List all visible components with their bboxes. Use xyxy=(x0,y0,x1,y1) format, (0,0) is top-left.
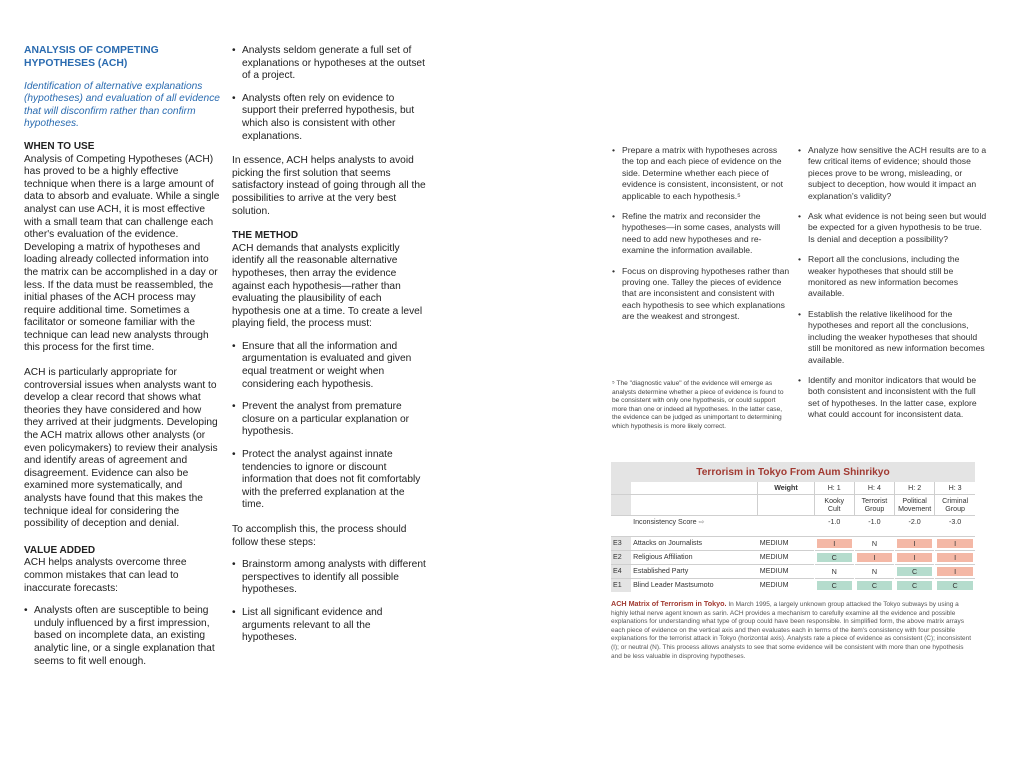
rating-value: C xyxy=(857,581,892,590)
rating-cell xyxy=(935,550,975,564)
rating-cell xyxy=(935,564,975,578)
rating-cell xyxy=(854,578,894,592)
method-paragraph: ACH demands that analysts explicitly identify all the reasonable alternative hypotheses, then array the evidence against each hypothesis—rather than evaluating the plausibility of each hypothesis one at a time. To create a level playing field, the process must: xyxy=(232,242,423,330)
when-to-use-paragraph-1: Analysis of Competing Hypotheses (ACH) has proved to be a highly effective technique when there is a large amount of data to absorb and evaluate. While a single analyst can use ACH, it is most effective with a small team that can challenge each other's evaluation of the evidence. Developing a matrix of hypotheses and loading already collected information into the matrix can be accomplished in a day or less. If the data must be reassembled, the initial phases of the ACH process may require additional time. Sometimes a facilitator or someone familiar with the technique can lead new analysts through this process for the first time. xyxy=(24,153,220,354)
rating-value: C xyxy=(897,581,932,590)
rating-cell xyxy=(814,550,854,564)
mistakes-list-continued xyxy=(232,45,428,143)
hypothesis-id-row xyxy=(611,482,975,495)
rating-cell xyxy=(895,550,935,564)
rating-value: I xyxy=(817,539,852,548)
column-4 xyxy=(798,145,988,421)
evidence-weight: MEDIUM xyxy=(758,536,814,550)
inconsistency-score-row xyxy=(611,516,975,529)
hypothesis-id: H: 3 xyxy=(935,482,975,495)
evidence-label: Religious Affiliation xyxy=(631,550,758,564)
inconsistency-score-label: Inconsistency Score ⇨ xyxy=(633,518,705,526)
hypothesis-name: Political Movement xyxy=(895,495,935,516)
matrix-title: Terrorism in Tokyo From Aum Shinrikyo xyxy=(611,462,975,482)
essence-paragraph: In essence, ACH helps analysts to avoid picking the first solution that seems satisfactory instead of going through all the possibilities to arrive at the very best solution. xyxy=(232,155,426,217)
inconsistency-score: -1.0 xyxy=(814,516,854,529)
caption-title: ACH Matrix of Terrorism in Tokyo. xyxy=(611,599,727,608)
rating-value: N xyxy=(817,567,852,576)
rating-value: I xyxy=(937,553,973,562)
rating-value: N xyxy=(857,539,892,548)
list-item: • Brainstorm among analysts with different perspectives to identify all possible hypotheses. xyxy=(232,559,428,597)
list-item: • Ask what evidence is not being seen but would be expected for a given hypothesis to be true. Is denial and deception a possibility? xyxy=(798,211,988,245)
rating-cell xyxy=(814,536,854,550)
process-requirements-list xyxy=(232,341,428,512)
evidence-code: E2 xyxy=(611,550,631,564)
rating-cell xyxy=(895,578,935,592)
matrix-caption xyxy=(611,600,975,661)
rating-value: C xyxy=(817,581,852,590)
evidence-weight: MEDIUM xyxy=(758,578,814,592)
evidence-label: Attacks on Journalists xyxy=(631,536,758,550)
ach-matrix xyxy=(611,462,975,592)
rating-value: I xyxy=(897,539,932,548)
hypothesis-id: H: 4 xyxy=(854,482,894,495)
evidence-row xyxy=(611,564,975,578)
steps-list-continued-2 xyxy=(798,145,988,421)
hypothesis-id: H: 2 xyxy=(895,482,935,495)
hypothesis-name-row xyxy=(611,495,975,516)
evidence-row xyxy=(611,578,975,592)
hypothesis-name: Criminal Group xyxy=(935,495,975,516)
list-item: • Analysts seldom generate a full set of explanations or hypotheses at the outset of a project. xyxy=(232,45,428,83)
hypothesis-name: Terrorist Group xyxy=(854,495,894,516)
weight-header: Weight xyxy=(758,482,814,495)
mistakes-list xyxy=(24,605,222,668)
rating-value: I xyxy=(937,539,973,548)
caption-text: In March 1995, a largely unknown group attacked the Tokyo subways by using a highly lethal nerve agent known as sarin. ACH provides a mechanism to carefully examine all the evidence and possible explanations for understanding what type of group could have been responsible. In simplified form, the above matrix arrays each piece of evidence on the vertical axis and then evaluates each in terms of the item's consistency with four possible explanations for the terrorist attack in Tokyo (horizontal axis). Analysts rate a piece of evidence as consistent (C); inconsistent (I); or neutral (N). This process allows analysts to see that some evidence will be consistent with more than one hypothesis and be less valuable in disproving hypotheses. xyxy=(611,601,972,660)
evidence-code: E1 xyxy=(611,578,631,592)
rating-cell xyxy=(854,564,894,578)
evidence-code: E4 xyxy=(611,564,631,578)
column-2 xyxy=(232,45,428,645)
list-item: • Ensure that all the information and argumentation is evaluated and given equal treatment or weight when considering each hypothesis. xyxy=(232,341,428,391)
rating-value: C xyxy=(817,553,852,562)
evidence-weight: MEDIUM xyxy=(758,550,814,564)
rating-cell xyxy=(854,550,894,564)
evidence-row xyxy=(611,536,975,550)
rating-value: I xyxy=(897,553,932,562)
rating-cell xyxy=(895,564,935,578)
evidence-row xyxy=(611,550,975,564)
rating-value: N xyxy=(857,567,892,576)
arrow-right-icon: ⇨ xyxy=(698,519,705,526)
list-item: • Refine the matrix and reconsider the hypotheses—in some cases, analysts will need to add new hypotheses and re-examine the information available. xyxy=(612,211,790,257)
rating-value: C xyxy=(897,567,932,576)
page-title: ANALYSIS OF COMPETING HYPOTHESES (ACH) xyxy=(24,45,159,69)
list-item: • List all significant evidence and arguments relevant to all the hypotheses. xyxy=(232,607,428,645)
steps-list-continued xyxy=(612,145,790,323)
list-item: • Prevent the analyst from premature closure on a particular explanation or hypothesis. xyxy=(232,401,428,439)
inconsistency-score: -3.0 xyxy=(935,516,975,529)
matrix-table xyxy=(611,482,975,592)
steps-intro: To accomplish this, the process should follow these steps: xyxy=(232,524,407,548)
list-item: • Protect the analyst against innate tendencies to ignore or discount information that does not fit comfortably with the preferred explanation at the time. xyxy=(232,449,428,512)
evidence-label: Established Party xyxy=(631,564,758,578)
evidence-weight: MEDIUM xyxy=(758,564,814,578)
inconsistency-score: -2.0 xyxy=(895,516,935,529)
list-item: • Establish the relative likelihood for the hypotheses and report all the conclusions, including the weaker hypotheses that should still be monitored as new information becomes available. xyxy=(798,309,988,366)
list-item: • Analysts often are susceptible to being unduly influenced by a first impression, based on incomplete data, an existing analytic line, or a single explanation that seems to fit well enough. xyxy=(24,605,222,668)
value-added-paragraph: ACH helps analysts overcome three common mistakes that can lead to inaccurate forecasts: xyxy=(24,557,187,594)
rating-cell xyxy=(935,536,975,550)
list-item: • Report all the conclusions, including the weaker hypotheses that should still be monitored as new information becomes available. xyxy=(798,254,988,300)
steps-list xyxy=(232,559,428,645)
rating-cell xyxy=(854,536,894,550)
rating-value: I xyxy=(857,553,892,562)
rating-cell xyxy=(895,536,935,550)
column-3 xyxy=(612,145,790,323)
when-to-use-heading: WHEN TO USE xyxy=(24,140,95,152)
value-added-heading: VALUE ADDED xyxy=(24,544,96,556)
hypothesis-id: H: 1 xyxy=(814,482,854,495)
list-item: • Identify and monitor indicators that would be both consistent and inconsistent with the full set of hypotheses. In the latter case, explore what could account for inconsistent data. xyxy=(798,375,988,421)
footnote: ⁵ The "diagnostic value" of the evidence will emerge as analysts determine whether a piece of evidence is found to be consistent with only one hypothesis, or could support more than one or indeed all hypotheses. In the latter case, the evidence can be judged as unimportant to determining which hypothesis is more likely correct. xyxy=(612,380,784,430)
rating-value: C xyxy=(937,581,973,590)
evidence-code: E3 xyxy=(611,536,631,550)
column-1 xyxy=(24,45,222,668)
rating-cell xyxy=(814,564,854,578)
evidence-label: Blind Leader Mastsumoto xyxy=(631,578,758,592)
list-item: • Focus on disproving hypotheses rather than proving one. Talley the pieces of evidence that are inconsistent and consistent with each hypothesis to see which explanations are the weakest and strongest. xyxy=(612,266,790,323)
hypothesis-name: Kooky Cult xyxy=(814,495,854,516)
page-subtitle: Identification of alternative explanations (hypotheses) and evaluation of all evidence that will disconfirm rather than confirm hypotheses. xyxy=(24,80,220,130)
list-item: • Prepare a matrix with hypotheses across the top and each piece of evidence on the side. Determine whether each piece of evidence is consistent, inconsistent, or not applicable to each hypothesis.⁵ xyxy=(612,145,790,202)
list-item: • Analyze how sensitive the ACH results are to a few critical items of evidence; should those pieces prove to be wrong, misleading, or subject to deception, how would it impact an explanation's validity? xyxy=(798,145,988,202)
list-item: • Analysts often rely on evidence to support their preferred hypothesis, but which also is consistent with other explanations. xyxy=(232,93,428,143)
rating-cell xyxy=(935,578,975,592)
inconsistency-score: -1.0 xyxy=(854,516,894,529)
rating-value: I xyxy=(937,567,973,576)
when-to-use-paragraph-2: ACH is particularly appropriate for controversial issues when analysts want to develop a clear record that shows what theories they have considered and how they arrived at their judgments. Developing the ACH matrix allows other analysts (or even policymakers) to review their analysis and identify areas of agreement and disagreement. Evidence can also be examined more systematically, and analysts have found that this makes the technique ideal for considering the possibility of deception and denial. xyxy=(24,367,218,530)
rating-cell xyxy=(814,578,854,592)
method-heading: THE METHOD xyxy=(232,230,299,242)
evidence-rows xyxy=(611,536,975,592)
